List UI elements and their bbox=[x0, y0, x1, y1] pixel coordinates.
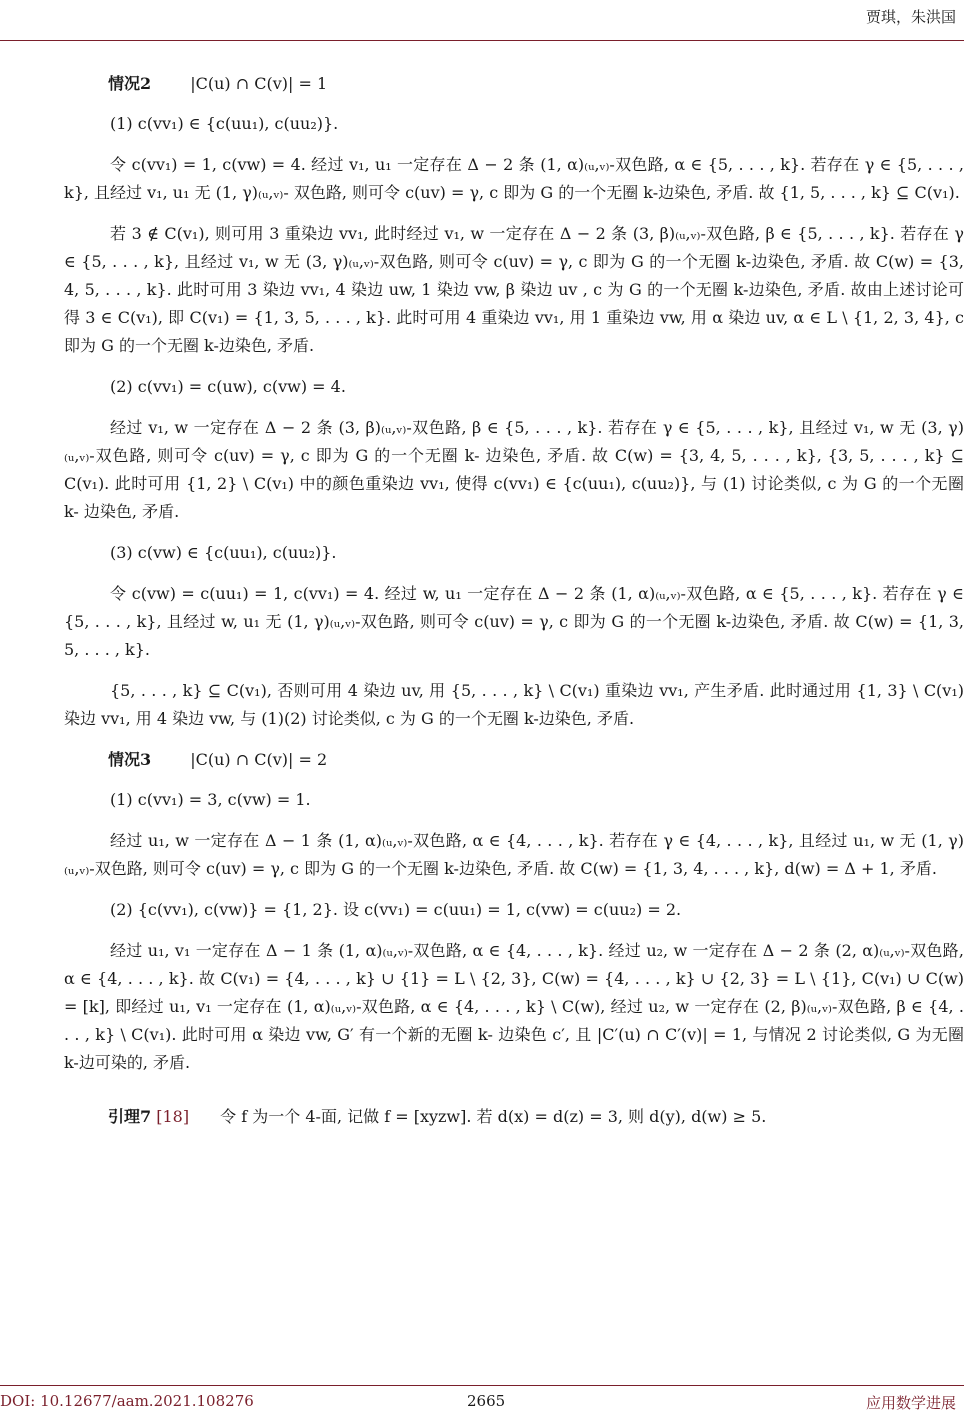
case2-sub1-paragraph-2: 若 3 ∉ C(v₁), 则可用 3 重染边 vv₁, 此时经过 v₁, w 一定存在 Δ − 2 条 (3, β)₍ᵤ,ᵥ₎-双色路, β ∈ {5, . . . , k}. 若存在 γ ∈ {5, . . . , k}, 且经过 v₁, w 无 (3, γ)₍ᵤ,ᵥ₎-双色路, 则可令 c(uv) = γ, c 即为 G 的一个无圈 k-边染色, 矛盾. 故 C(w) = {3, 4, 5, . . . , k}. 此时可用 3 染边 vv₁, 4 染边 uw, 1 染边 vw, β 染边 uv , c 为 G 的一个无圈 k-边染色, 矛盾. 故由上述讨论可得 3 ∈ C(v₁), 即 C(v₁) = {1, 3, 5, . . . , k}. 此时可用 4 重染边 vv₁, 用 1 重染边 vw, 用 α 染边 uv, α ∈ L \ {1, 2, 3, 4}, c 即为 G 的一个无圈 k-边染色, 矛盾. bbox=[64, 224, 964, 355]
case2-condition: |C(u) ∩ C(v)| = 1 bbox=[190, 74, 328, 93]
page-header bbox=[0, 0, 964, 41]
lemma7-text: 令 f 为一个 4-面, 记做 f = [xyzw]. 若 d(x) = d(z) = 3, 则 d(y), d(w) ≥ 5. bbox=[220, 1107, 767, 1126]
footer-doi-link[interactable]: DOI: 10.12677/aam.2021.108276 bbox=[0, 1392, 254, 1410]
case3-heading bbox=[64, 746, 964, 774]
case2-sub2-title: (2) c(vv₁) = c(uw), c(vw) = 4. bbox=[110, 377, 346, 396]
case2-sub3-paragraph-1: 令 c(vw) = c(uu₁) = 1, c(vv₁) = 4. 经过 w, u₁ 一定存在 Δ − 2 条 (1, α)₍ᵤ,ᵥ₎-双色路, α ∈ {5, . . . , k}. 若存在 γ ∈ {5, . . . , k}, 且经过 w, u₁ 无 (1, γ)₍ᵤ,ᵥ₎-双色路, 则可令 c(uv) = γ, c 即为 G 的一个无圈 k-边染色, 矛盾. 故 C(w) = {1, 3, 5, . . . , k}. bbox=[64, 584, 964, 659]
case3-label: 情况3 bbox=[108, 750, 152, 769]
case3-sub1-paragraph: 经过 u₁, w 一定存在 Δ − 1 条 (1, α)₍ᵤ,ᵥ₎-双色路, α ∈ {4, . . . , k}. 若存在 γ ∈ {4, . . . , k}, 且经过 u₁, w 无 (1, γ)₍ᵤ,ᵥ₎-双色路, 则可令 c(uv) = γ, c 即为 G 的一个无圈 k-边染色, 矛盾. 故 C(w) = {1, 3, 4, . . . , k}, d(w) = Δ + 1, 矛盾. bbox=[64, 831, 964, 878]
case2-sub2-paragraph: 经过 v₁, w 一定存在 Δ − 2 条 (3, β)₍ᵤ,ᵥ₎-双色路, β ∈ {5, . . . , k}. 若存在 γ ∈ {5, . . . , k}, 且经过 v₁, w 无 (3, γ)₍ᵤ,ᵥ₎-双色路, 则可令 c(uv) = γ, c 即为 G 的一个无圈 k- 边染色, 矛盾. 故 C(w) = {3, 4, 5, . . . , k}, {3, 5, . . . , k} ⊆ C(v₁). 此时可用 {1, 2} \ C(v₁) 中的颜色重染边 vv₁, 使得 c(vv₁) ∈ {c(uu₁), c(uu₂)}, 与 (1) 讨论类似, c 为 G 的一个无圈 k- 边染色, 矛盾. bbox=[64, 418, 964, 521]
case2-heading bbox=[64, 70, 964, 98]
page-footer bbox=[0, 1385, 964, 1415]
footer-page-number: 2665 bbox=[467, 1392, 506, 1410]
footer-journal-name: 应用数学进展 bbox=[865, 1394, 956, 1412]
lemma7-citation-link[interactable]: [18] bbox=[156, 1107, 190, 1126]
case2-sub1-paragraph-1: 令 c(vv₁) = 1, c(vw) = 4. 经过 v₁, u₁ 一定存在 Δ − 2 条 (1, α)₍ᵤ,ᵥ₎-双色路, α ∈ {5, . . . , k}. 若存在 γ ∈ {5, . . . , k}, 且经过 v₁, u₁ 无 (1, γ)₍ᵤ,ᵥ₎- 双色路, 则可令 c(uv) = γ, c 即为 G 的一个无圈 k-边染色, 矛盾. 故 {1, 5, . . . , k} ⊆ C(v₁). bbox=[64, 155, 964, 202]
case2-sub3-paragraph-2: {5, . . . , k} ⊆ C(v₁), 否则可用 4 染边 uv, 用 {5, . . . , k} \ C(v₁) 重染边 vv₁, 产生矛盾. 此时通过用 {1, 3} \ C(v₁) 染边 vv₁, 用 4 染边 vw, 与 (1)(2) 讨论类似, c 为 G 的一个无圈 k-边染色, 矛盾. bbox=[64, 681, 964, 728]
case2-sub1-title: (1) c(vv₁) ∈ {c(uu₁), c(uu₂)}. bbox=[110, 114, 339, 133]
header-authors: 贾琪，朱洪国 bbox=[865, 8, 956, 26]
case2-sub3-title: (3) c(vw) ∈ {c(uu₁), c(uu₂)}. bbox=[110, 543, 337, 562]
case3-condition: |C(u) ∩ C(v)| = 2 bbox=[190, 750, 328, 769]
case3-sub2-paragraph: 经过 u₁, v₁ 一定存在 Δ − 1 条 (1, α)₍ᵤ,ᵥ₎-双色路, α ∈ {4, . . . , k}. 经过 u₂, w 一定存在 Δ − 2 条 (2, α)₍ᵤ,ᵥ₎-双色路, α ∈ {4, . . . , k}. 故 C(v₁) = {4, . . . , k} ∪ {1} = L \ {2, 3}, C(w) = {4, . . . , k} ∪ {2, 3} = L \ {1}, C(v₁) ∪ C(w) = [k], 即经过 u₁, v₁ 一定存在 (1, α)₍ᵤ,ᵥ₎-双色路, α ∈ {4, . . . , k} \ C(w), 经过 u₂, w 一定存在 (2, β)₍ᵤ,ᵥ₎-双色路, β ∈ {4, . . . , k} \ C(v₁). 此时可用 α 染边 vw, G′ 有一个新的无圈 k- 边染色 c′, 且 |C′(u) ∩ C′(v)| = 1, 与情况 2 讨论类似, G 为无圈 k-边可染的, 矛盾. bbox=[64, 941, 964, 1072]
lemma7-label: 引理7 bbox=[108, 1107, 152, 1126]
case3-sub1-title: (1) c(vv₁) = 3, c(vw) = 1. bbox=[110, 790, 311, 809]
case3-sub2-title: (2) {c(vv₁), c(vw)} = {1, 2}. 设 c(vv₁) = c(uu₁) = 1, c(vw) = c(uu₂) = 2. bbox=[110, 900, 682, 919]
lemma7-statement bbox=[64, 1103, 964, 1131]
page-content bbox=[64, 70, 964, 1143]
case2-label: 情况2 bbox=[108, 74, 152, 93]
